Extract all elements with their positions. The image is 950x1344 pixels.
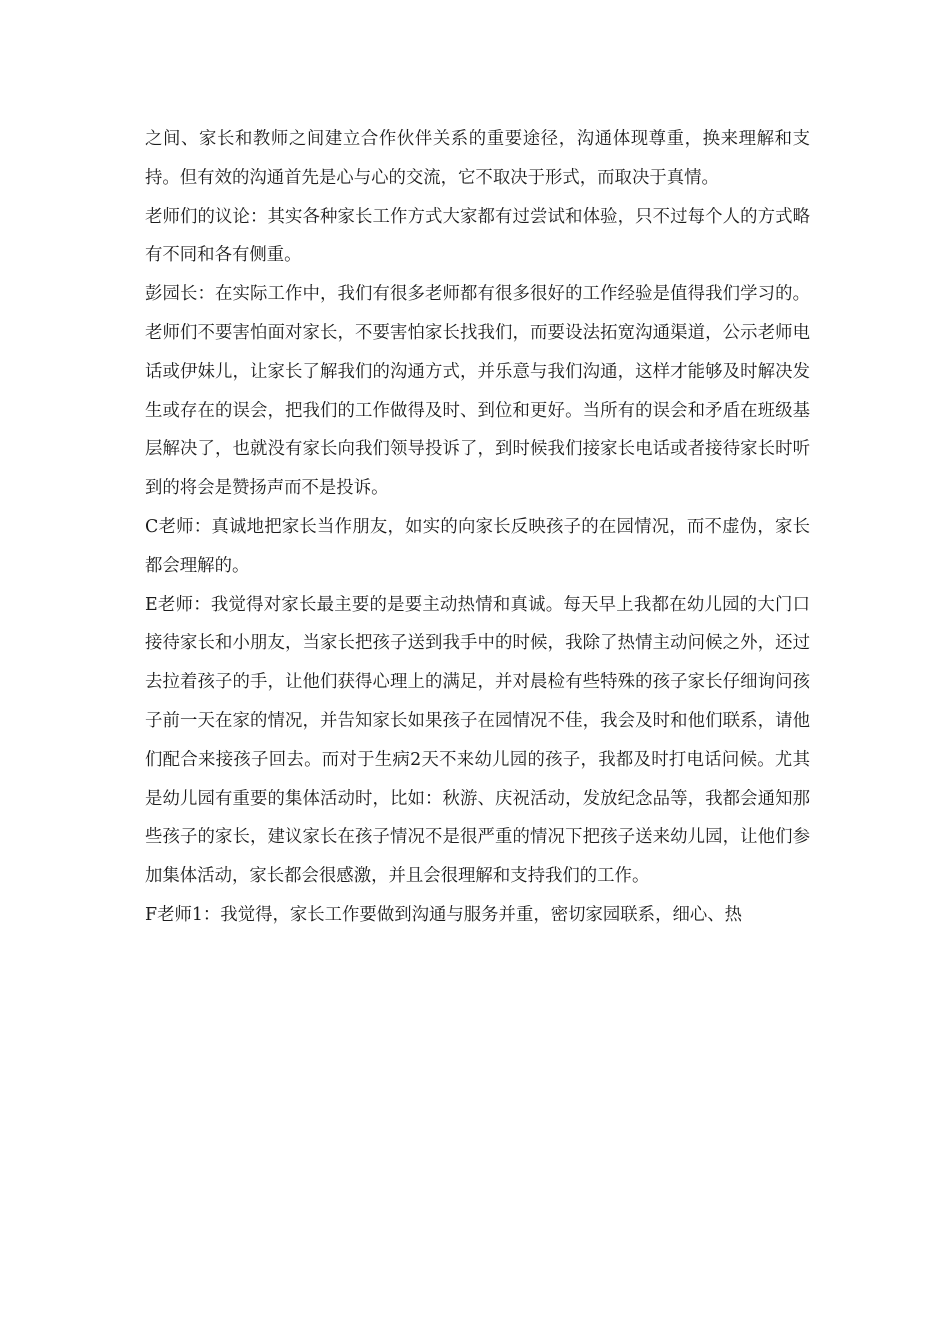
paragraph-principal-peng: 彭园长：在实际工作中，我们有很多老师都有很多很好的工作经验是值得我们学习的。老师们不要害怕面对家长，不要害怕家长找我们，而要设法拓宽沟通渠道，公示老师电话或伊妹儿，让家长了解我们的沟通方式，并乐意与我们沟通，这样才能够及时解决发生或存在的误会，把我们的工作做得及时、到位和更好。当所有的误会和矛盾在班级基层解决了，也就没有家长向我们领导投诉了，到时候我们接家长电话或者接待家长时听到的将会是赞扬声而不是投诉。 bbox=[145, 284, 810, 499]
paragraph-teacher-c: C老师：真诚地把家长当作朋友，如实的向家长反映孩子的在园情况，而不虚伪，家长都会理解的。 bbox=[145, 516, 810, 576]
paragraph-teacher-e: E老师：我觉得对家长最主要的是要主动热情和真诚。每天早上我都在幼儿园的大门口接待家长和小朋友，当家长把孩子送到我手中的时候，我除了热情主动问候之外，还过去拉着孩子的手，让他们获得心理上的满足，并对晨检有些特殊的孩子家长仔细询问孩子前一天在家的情况，并告知家长如果孩子在园情况不佳，我会及时和他们联系，请他们配合来接孩子回去。而对于生病2天不来幼儿园的孩子，我都及时打电话问候。尤其是幼儿园有重要的集体活动时，比如：秋游、庆祝活动，发放纪念品等，我都会通知那些孩子的家长，建议家长在孩子情况不是很严重的情况下把孩子送来幼儿园，让他们参加集体活动，家长都会很感激，并且会很理解和支持我们的工作。 bbox=[145, 594, 810, 887]
document-body bbox=[145, 120, 810, 935]
paragraph-teachers-discussion: 老师们的议论：其实各种家长工作方式大家都有过尝试和体验，只不过每个人的方式略有不同和各有侧重。 bbox=[145, 206, 810, 266]
paragraph-teacher-f1: F老师1：我觉得，家长工作要做到沟通与服务并重，密切家园联系，细心、热 bbox=[145, 904, 743, 925]
paragraph-intro: 之间、家长和教师之间建立合作伙伴关系的重要途径，沟通体现尊重，换来理解和支持。但有效的沟通首先是心与心的交流，它不取决于形式，而取决于真情。 bbox=[145, 129, 810, 188]
